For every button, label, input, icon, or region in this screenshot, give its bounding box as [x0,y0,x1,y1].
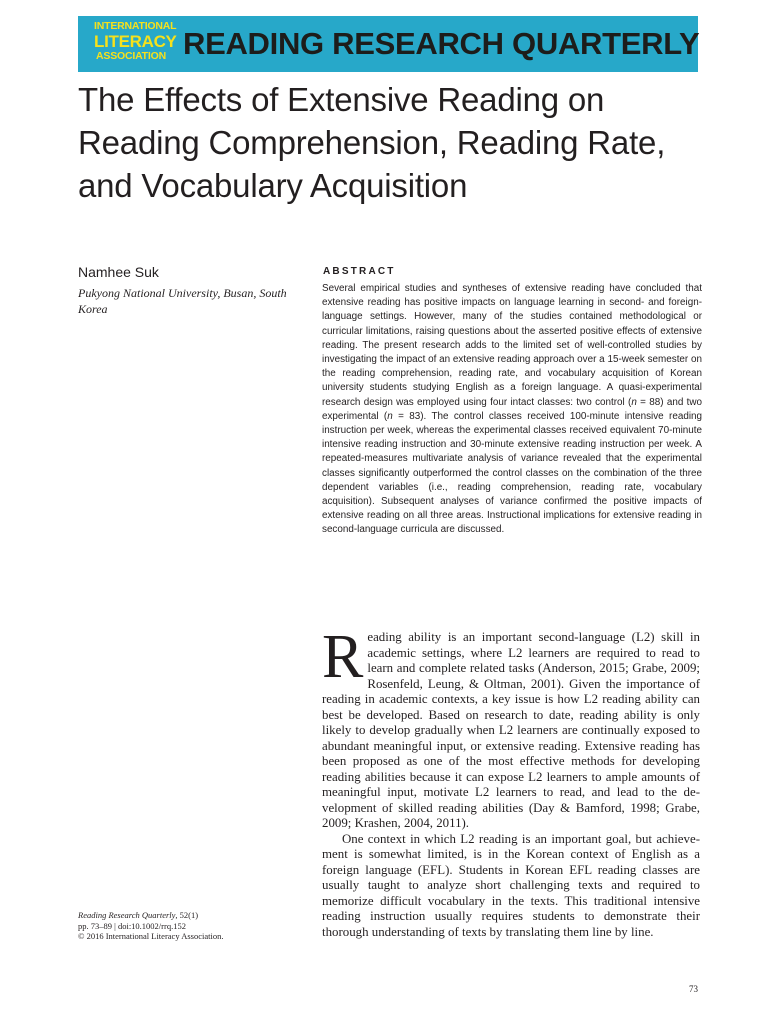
author-name: Namhee Suk [78,264,159,280]
logo-line-association: ASSOCIATION [96,49,166,62]
body-text [322,623,700,940]
citation-journal-line [78,910,298,921]
drop-cap: R [322,623,364,691]
author-affiliation: Pukyong National University, Busan, South Korea [78,286,287,316]
n-symbol-experimental: n [387,410,393,422]
citation-journal: Reading Research Quarterly [78,910,176,920]
abstract-text-control-n: = 88) and two experimental ( [322,396,703,422]
citation-copyright: © 2016 International Literacy Association. [78,931,224,941]
abstract-text-part-1: Several empirical studies and syntheses of extensive reading have concluded that extensive reading has positive impacts on language learning in second- and foreign-language settings. However, many of the studies contained methodological or curricular limitations, raising questions about the asserted positive effects of extensive reading. The present research adds to the limited set of well-controlled studies by investigating the impact of an extensive reading approach over a 15-week semester on the reading comprehension, reading rate, and vocabulary acquisition of Korean university students studying English as a foreign language. A quasi-experimental research design was employed using four intact classes: two control ( [322,283,702,408]
logo-line-literacy: LITERACY [94,31,177,51]
article-title: The Effects of Extensive Reading on Reading Comprehension, Reading Rate, and Vocabulary Acquisition [78,81,666,204]
citation-block [78,910,298,942]
citation-pages-doi: pp. 73–89 | doi:10.1002/rrq.152 [78,920,186,931]
citation-volume: , 52(1) [175,910,199,920]
journal-name: READING RESEARCH QUARTERLY [183,26,700,61]
body-paragraph-1 [322,623,700,832]
page-number: 73 [689,984,698,994]
logo-line-international: INTERNATIONAL [94,20,177,32]
abstract-text [322,282,702,538]
ila-logo [94,20,177,62]
body-paragraph-1-text: eading ability is an important second-language (L2) skill in academic settings, where L2 learners are required to read to learn and complete related tasks (Anderson, 2015; Grabe, 2009; Rosenfeld, Leung, & Oltman, 2001). Given the importance of reading in academic contexts, a key issue is how L2 reading ability can best be developed. Based on research to date, reading ability is only likely to develop gradually when L2 learners are continually exposed to abundant meaningful input, or extensive reading. Extensive reading has been proposed as one of the most effective methods for developing reading abilities because it can expose L2 learners to ample amounts of meaningful input, motivate L2 learners to read, and lead to the development of skilled reading abilities (Day & Bamford, 1998; Grabe, 2009; Krashen, 2004, 2011). [322,630,700,830]
body-paragraph-2: One context in which L2 reading is an important goal, but achievement is somewhat limited, is in the Korean context of English as a foreign language (EFL). Students in Korean EFL reading classes are usually taught to analyze short challenging texts and required to memorize difficult vocabulary in the texts. This traditional intensive reading instruction usually requires students to demonstrate their thorough understanding of texts by translating them line by line. [322,831,700,939]
abstract-heading: ABSTRACT [323,266,396,277]
n-symbol-control: n [631,396,637,408]
abstract-text-part-2: = 83). The control classes received 100-minute intensive reading instruction per week, whereas the experimental classes received equivalent 70-minute intensive reading instruction and 30-minute extensive reading instruction per week. A repeated-measures multivariate analysis of variance revealed that the experimental classes significantly outperformed the control classes on the combination of the three dependent variables (i.e., reading comprehension, reading rate, vocabulary acquisition). Subsequent analyses of variance confirmed the positive impacts of extensive reading on all three areas. Instructional implications for extensive reading in second-language curricula are discussed. [322,410,702,536]
